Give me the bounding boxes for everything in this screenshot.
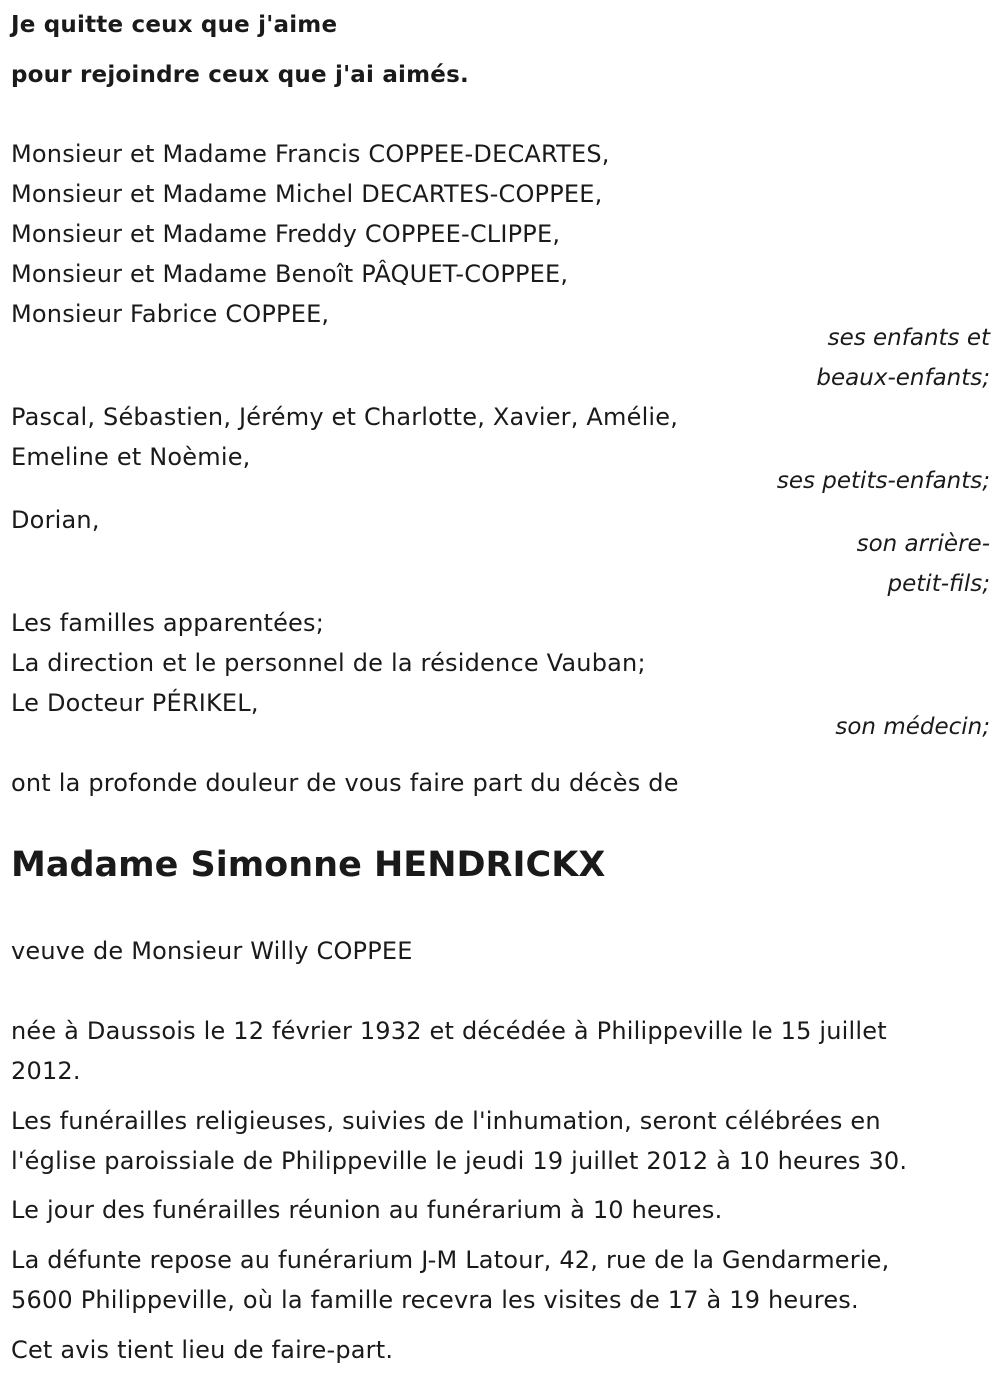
grandchildren-line-2: Emeline et Noèmie, — [11, 443, 251, 471]
others-line: Les familles apparentées; — [11, 609, 325, 637]
child-line: Monsieur Fabrice COPPEE, — [11, 300, 330, 328]
quote-line-2: pour rejoindre ceux que j'ai aimés. — [11, 62, 469, 88]
announcement: ont la profonde douleur de vous faire part du décès de — [11, 769, 679, 797]
children-role-line-2: beaux-enfants; — [816, 365, 990, 391]
others-line: Le Docteur PÉRIKEL, — [11, 689, 259, 717]
funeral-line-2: l'église paroissiale de Philippeville le jeudi 19 juillet 2012 à 10 heures 30. — [11, 1147, 908, 1175]
child-line: Monsieur et Madame Benoît PÂQUET-COPPEE, — [11, 260, 569, 288]
great-grandchild: Dorian, — [11, 506, 100, 534]
children-role-line-1: ses enfants et — [827, 325, 990, 351]
funeral-line-1: Les funérailles religieuses, suivies de l'inhumation, seront célébrées en — [11, 1107, 881, 1135]
great-grandchild-role-line-1: son arrière- — [856, 531, 990, 557]
meeting-info: Le jour des funérailles réunion au funérarium à 10 heures. — [11, 1196, 723, 1224]
birth-death-line-1: née à Daussois le 12 février 1932 et décédée à Philippeville le 15 juillet — [11, 1017, 887, 1045]
child-line: Monsieur et Madame Francis COPPEE-DECARTES, — [11, 140, 610, 168]
rest-line-2: 5600 Philippeville, où la famille recevra les visites de 17 à 19 heures. — [11, 1286, 859, 1314]
widow-of: veuve de Monsieur Willy COPPEE — [11, 937, 413, 965]
great-grandchild-role-line-2: petit-fils; — [887, 571, 990, 597]
deceased-name: Madame Simonne HENDRICKX — [11, 845, 606, 885]
doctor-role: son médecin; — [835, 714, 990, 740]
rest-line-1: La défunte repose au funérarium J-M Latour, 42, rue de la Gendarmerie, — [11, 1246, 890, 1274]
closing: Cet avis tient lieu de faire-part. — [11, 1336, 394, 1364]
grandchildren-line-1: Pascal, Sébastien, Jérémy et Charlotte, Xavier, Amélie, — [11, 403, 679, 431]
child-line: Monsieur et Madame Michel DECARTES-COPPEE, — [11, 180, 603, 208]
birth-death-line-2: 2012. — [11, 1057, 81, 1085]
others-line: La direction et le personnel de la résidence Vauban; — [11, 649, 646, 677]
child-line: Monsieur et Madame Freddy COPPEE-CLIPPE, — [11, 220, 561, 248]
grandchildren-role: ses petits-enfants; — [776, 468, 990, 494]
quote-line-1: Je quitte ceux que j'aime — [11, 12, 338, 38]
